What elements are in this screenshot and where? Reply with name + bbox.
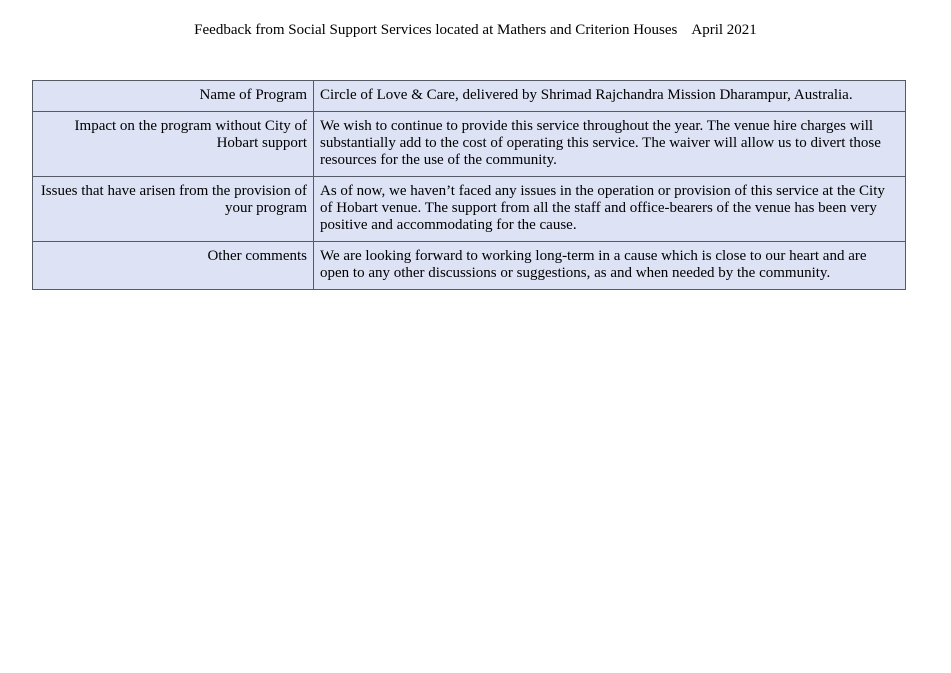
page-header	[0, 21, 951, 39]
table-row	[33, 177, 906, 242]
feedback-table	[32, 80, 906, 290]
row-label: Name of Program	[33, 81, 314, 112]
row-value: As of now, we haven’t faced any issues in the operation or provision of this service at the City of Hobart venue. The support from all the staff and office-bearers of the venue has been very positive and accommodating for the cause.	[314, 177, 906, 242]
row-value: We are looking forward to working long-term in a cause which is close to our heart and are open to any other discussions or suggestions, as and when needed by the community.	[314, 242, 906, 290]
row-value: Circle of Love & Care, delivered by Shrimad Rajchandra Mission Dharampur, Australia.	[314, 81, 906, 112]
table-row	[33, 81, 906, 112]
page-date: April 2021	[691, 22, 757, 38]
row-value: We wish to continue to provide this service throughout the year. The venue hire charges will substantially add to the cost of operating this service. The waiver will allow us to divert those resources for the use of the community.	[314, 112, 906, 177]
row-label: Other comments	[33, 242, 314, 290]
row-label: Issues that have arisen from the provision of your program	[33, 177, 314, 242]
row-label: Impact on the program without City of Hobart support	[33, 112, 314, 177]
table-row	[33, 112, 906, 177]
table-row	[33, 242, 906, 290]
page-title: Feedback from Social Support Services located at Mathers and Criterion Houses	[194, 22, 678, 38]
